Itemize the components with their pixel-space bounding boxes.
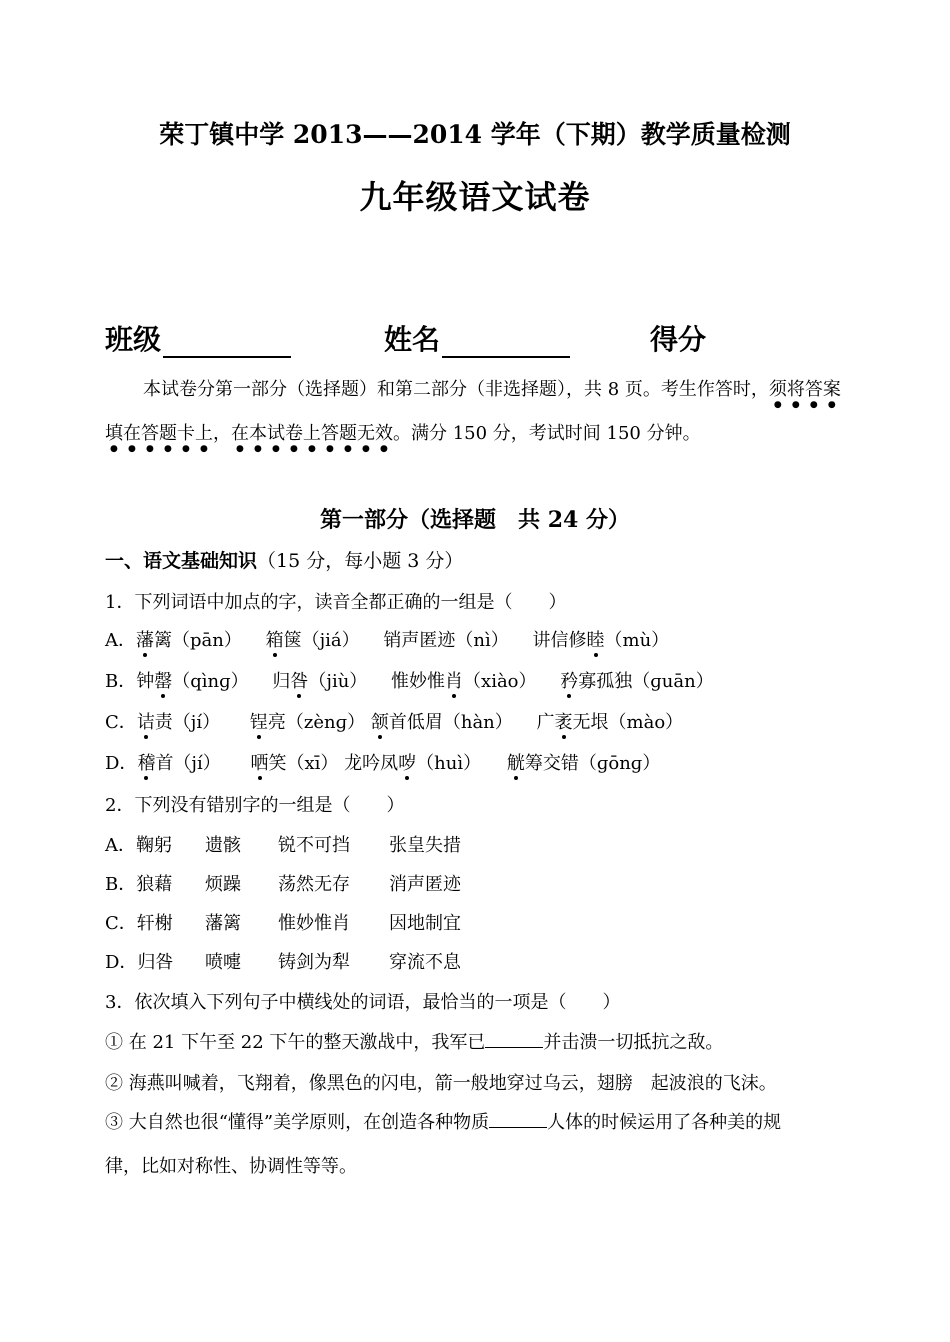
q1-option-a bbox=[105, 626, 669, 652]
text-segment: B． bbox=[105, 874, 137, 895]
text-segment: 咎 bbox=[290, 667, 308, 693]
text-segment: 张皇失措 bbox=[389, 835, 461, 856]
q3-sentence-2: ② 海燕叫喊着，飞翔着，像黑色的闪电，箭一般地穿过乌云，翅膀 起波浪的飞沫。 bbox=[105, 1073, 777, 1094]
text-segment: 归 bbox=[272, 671, 291, 692]
exam-title: 荣丁镇中学 2013——2014 学年（下期）教学质量检测 bbox=[159, 120, 791, 149]
text-segment: 稽 bbox=[137, 749, 155, 775]
class-field[interactable] bbox=[105, 318, 291, 358]
q1-stem: 1．下列词语中加点的字，读音全都正确的一组是（ ） bbox=[105, 592, 567, 613]
text-segment: A． bbox=[105, 835, 136, 856]
text-segment: 迹（nì） bbox=[437, 630, 509, 651]
text-segment: 人体的时候运用了各种美的规 bbox=[547, 1112, 782, 1133]
text-segment: 箧（jiá） bbox=[283, 630, 360, 651]
text-segment: B．钟 bbox=[105, 671, 155, 692]
section-one-title: 一、语文基础知识 bbox=[105, 550, 258, 572]
text-segment: 惟妙惟 bbox=[391, 671, 446, 692]
text-segment: 无垠（mào） bbox=[572, 712, 684, 733]
text-segment: ③ 大自然也很“懂得”美学原则，在创造各种物质 bbox=[105, 1112, 490, 1133]
text-segment: ① 在 21 下午至 22 下午的整天激战中，我军已 bbox=[105, 1032, 486, 1053]
q3-sentence-3-cont: 律，比如对称性、协调性等等。 bbox=[105, 1156, 357, 1177]
text-segment: （xiào） bbox=[463, 671, 537, 692]
text-segment: 锃 bbox=[250, 708, 268, 734]
score-label: 得分 bbox=[650, 323, 707, 356]
text-segment: 篱（pān） bbox=[154, 630, 242, 651]
text-segment: 遗骸 bbox=[205, 835, 241, 856]
text-segment: 消声匿迹 bbox=[389, 874, 461, 895]
text-segment: （mù） bbox=[604, 630, 670, 651]
text-segment: 销声匿 bbox=[383, 630, 438, 651]
text-segment: 筹交错（ɡōnɡ） bbox=[524, 753, 661, 774]
q3-blank-3[interactable] bbox=[489, 1109, 547, 1128]
text-segment: 龙吟凤 bbox=[344, 753, 399, 774]
q2-option-b bbox=[105, 870, 461, 896]
text-segment: 矜 bbox=[560, 667, 578, 693]
instructions-text-b: 。满分 150 分，考试时间 150 分钟。 bbox=[393, 423, 701, 444]
text-segment: 穿流不息 bbox=[389, 952, 461, 973]
text-segment: 睦 bbox=[587, 626, 605, 652]
name-label: 姓名 bbox=[384, 323, 441, 356]
text-segment: D． bbox=[105, 952, 138, 973]
section-one-note: （15 分，每小题 3 分） bbox=[257, 550, 464, 572]
text-segment: 亮（zènɡ） bbox=[267, 712, 366, 733]
class-label: 班级 bbox=[105, 323, 162, 356]
text-segment: 轩榭 bbox=[136, 913, 173, 934]
instructions-emphasis-b: 填在答题卡上，在本试卷上答题无效 bbox=[105, 423, 393, 444]
q2-stem: 2．下列没有错别字的一组是（ ） bbox=[105, 795, 405, 816]
text-segment: 喷嚏 bbox=[205, 952, 241, 973]
text-segment: 惟妙惟肖 bbox=[278, 913, 350, 934]
text-segment: 袤 bbox=[555, 708, 573, 734]
q2-option-a bbox=[105, 831, 461, 857]
exam-subtitle: 九年级语文试卷 bbox=[359, 178, 591, 216]
text-segment: 狼藉 bbox=[136, 874, 173, 895]
q1-option-d bbox=[105, 749, 660, 775]
text-segment: 因地制宜 bbox=[389, 913, 461, 934]
text-segment: 藩 bbox=[136, 626, 154, 652]
student-info-row bbox=[0, 318, 950, 358]
q3-stem: 3．依次填入下列句子中横线处的词语，最恰当的一项是（ ） bbox=[105, 992, 621, 1013]
text-segment: 颔 bbox=[371, 708, 389, 734]
q1-option-b bbox=[105, 667, 714, 693]
text-segment: 首（jí） bbox=[155, 753, 221, 774]
text-segment: 藩篱 bbox=[205, 913, 241, 934]
q3-sentence-1 bbox=[105, 1028, 723, 1054]
text-segment: 哂 bbox=[251, 749, 269, 775]
text-segment: 并击溃一切抵抗之敌。 bbox=[543, 1032, 724, 1053]
text-segment: 讲信修 bbox=[532, 630, 587, 651]
q3-sentence-3 bbox=[105, 1108, 781, 1134]
text-segment: 觥 bbox=[507, 749, 525, 775]
score-field bbox=[650, 318, 706, 358]
text-segment: 责（jí） bbox=[154, 712, 221, 733]
exam-instructions bbox=[105, 368, 850, 456]
text-segment: A． bbox=[105, 630, 136, 651]
text-segment: 鞠躬 bbox=[136, 835, 172, 856]
text-segment: 哕 bbox=[398, 749, 416, 775]
text-segment: 诘 bbox=[137, 708, 155, 734]
text-segment: 锐不可挡 bbox=[278, 835, 350, 856]
text-segment: （huì） bbox=[416, 753, 482, 774]
text-segment: （jiù） bbox=[308, 671, 368, 692]
text-segment: 罄 bbox=[154, 667, 172, 693]
name-field[interactable] bbox=[384, 318, 570, 358]
q3-blank-1[interactable] bbox=[485, 1029, 543, 1048]
instructions-text-a: 本试卷分第一部分（选择题）和第二部分（非选择题），共 8 页。考生作答时， bbox=[143, 379, 769, 400]
text-segment: （qìnɡ） bbox=[172, 671, 249, 692]
instructions-emphasis-a: 须将答案 bbox=[768, 379, 841, 400]
text-segment: 寡孤独（ɡuān） bbox=[578, 671, 714, 692]
part-one-heading: 第一部分（选择题 共 24 分） bbox=[320, 507, 630, 533]
class-blank[interactable] bbox=[163, 328, 291, 358]
text-segment: 荡然无存 bbox=[278, 874, 350, 895]
text-segment: 广 bbox=[536, 712, 555, 733]
text-segment: 铸剑为犁 bbox=[278, 952, 350, 973]
text-segment: 箱 bbox=[266, 626, 284, 652]
q2-option-d bbox=[105, 948, 461, 974]
q1-option-c bbox=[105, 708, 683, 734]
text-segment: C． bbox=[105, 913, 137, 934]
text-segment: 肖 bbox=[445, 667, 463, 693]
text-segment: 首低眉（hàn） bbox=[388, 712, 513, 733]
name-blank[interactable] bbox=[442, 328, 570, 358]
section-one-heading bbox=[105, 546, 463, 573]
text-segment: 归咎 bbox=[137, 952, 174, 973]
text-segment: 烦躁 bbox=[205, 874, 241, 895]
q2-option-c bbox=[105, 909, 461, 935]
text-segment: D． bbox=[105, 753, 138, 774]
text-segment: 笑（xī） bbox=[268, 753, 339, 774]
text-segment: C． bbox=[105, 712, 137, 733]
